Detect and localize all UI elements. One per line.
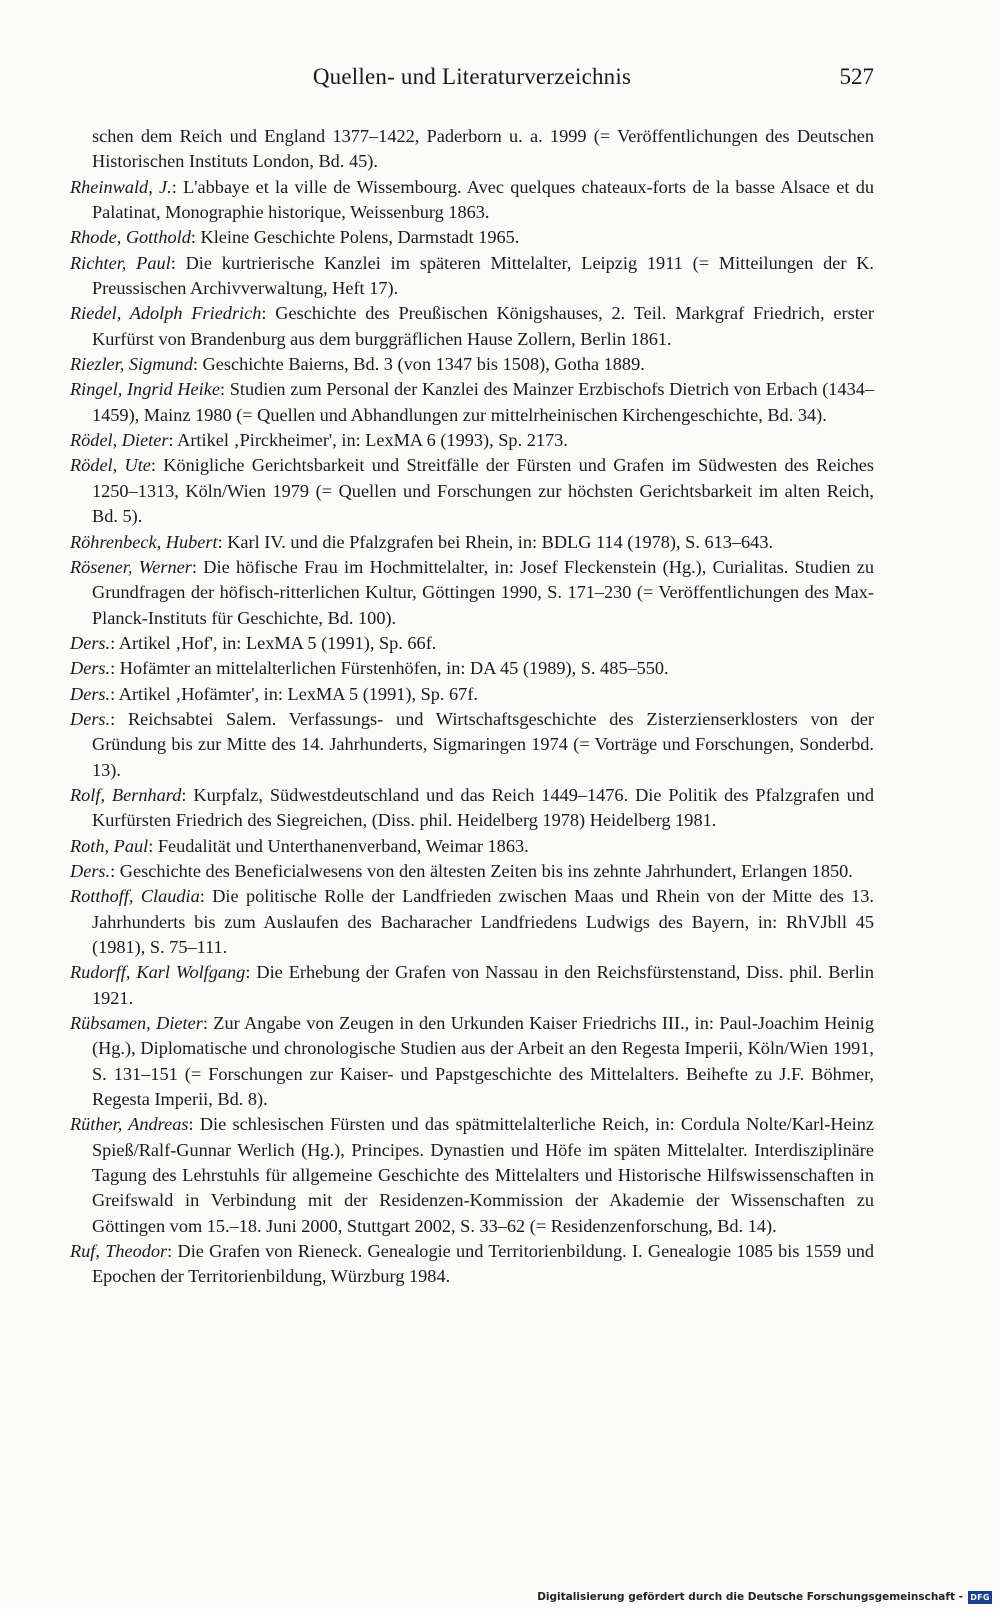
entry-author: Rödel, Dieter (70, 430, 169, 451)
entry-text: : Artikel ‚Pirckheimer', in: LexMA 6 (1993), Sp. 2173. (168, 430, 568, 451)
entry-author: Ders. (70, 683, 111, 704)
entry-author: Ders. (70, 632, 111, 653)
entry-text: : Die schlesischen Fürsten und das spätmittelalterliche Reich, in: Cordula Nolte/Karl-Heinz Spieß/Ralf-Gunnar Werlich (Hg.), Principes. Dynastien und Höfe im späten Mittelalter. Interdisziplinäre Tagung des Lehrstuhls für allgemeine Geschichte des Mittelalters und Historische Hilfswissenschaften in Greifswald in Verbindung mit der Residenzen-Kommission der Akademie der Wissenschaften zu Göttingen vom 15.–18. Juni 2000, Stuttgart 2002, S. 33–62 (= Residenzenforschung, Bd. 14). (92, 1114, 874, 1236)
entry-text: : Die Grafen von Rieneck. Genealogie und Territorienbildung. I. Genealogie 1085 bis 1559 und Epochen der Territorienbildung, Würzburg 1984. (92, 1241, 874, 1287)
entry-text: : Hofämter an mittelalterlichen Fürstenhöfen, in: DA 45 (1989), S. 485–550. (110, 658, 669, 679)
bibliography-entry (70, 225, 874, 250)
entry-text: : Geschichte Baierns, Bd. 3 (von 1347 bis 1508), Gotha 1889. (192, 354, 645, 375)
bibliography-entry (70, 555, 874, 631)
entry-author: Rolf, Bernhard (70, 784, 182, 805)
dfg-logo: DFG (968, 1591, 992, 1604)
entry-text: : Karl IV. und die Pfalzgrafen bei Rhein, in: BDLG 114 (1978), S. 613–643. (217, 531, 774, 552)
entry-author: Roth, Paul (70, 835, 149, 856)
entry-text: : Die politische Rolle der Landfrieden zwischen Maas und Rhein von der Mitte des 13. Jahrhunderts bis zum Auslaufen des Bacharacher Landfriedens Ludwigs des Bayern, in: RhVJbll 45 (1981), S. 75–111. (92, 886, 874, 957)
bibliography-entry (70, 682, 874, 707)
bibliography-entry (70, 530, 874, 555)
bibliography-entry (70, 656, 874, 681)
bibliography-entry (70, 707, 874, 783)
bibliography-entry (70, 834, 874, 859)
page-title: Quellen- und Literaturverzeichnis (312, 64, 632, 89)
bibliography-entry (70, 884, 874, 960)
entry-author: Rheinwald, J. (70, 176, 172, 197)
entry-author: Rübsamen, Dieter (70, 1013, 203, 1034)
entry-text: schen dem Reich und England 1377–1422, Paderborn u. a. 1999 (= Veröffentlichungen des Deutschen Historischen Instituts London, Bd. 45). (92, 126, 874, 172)
bibliography-entry (70, 301, 874, 352)
entry-author: Ders. (70, 658, 111, 679)
entry-text: : Feudalität und Unterthanenverband, Weimar 1863. (148, 835, 529, 856)
entry-author: Rudorff, Karl Wolfgang (70, 962, 246, 983)
entry-text: : Die Erhebung der Grafen von Nassau in den Reichsfürstenstand, Diss. phil. Berlin 1921. (92, 962, 874, 1008)
entry-text: : Kleine Geschichte Polens, Darmstadt 1965. (190, 227, 520, 248)
entry-author: Richter, Paul (70, 252, 171, 273)
entry-author: Rhode, Gotthold (70, 227, 191, 248)
funding-note: Digitalisierung gefördert durch die Deutsche Forschungsgemeinschaft - (537, 1591, 963, 1603)
entry-text: : Die höfische Frau im Hochmittelalter, in: Josef Fleckenstein (Hg.), Curialitas. Studien zu Grundfragen der höfisch-ritterlichen Kultur, Göttingen 1990, S. 171–230 (= Veröffentlichungen des Max-Planck-Instituts für Geschichte, Bd. 100). (92, 556, 875, 628)
entry-text: : Kurpfalz, Südwestdeutschland und das Reich 1449–1476. Die Politik des Pfalzgrafen und Kurfürsten Friedrich des Siegreichen, (Diss. phil. Heidelberg 1978) Heidelberg 1981. (92, 784, 875, 831)
bibliography-entry (70, 377, 874, 428)
entry-text: : Artikel ‚Hofämter', in: LexMA 5 (1991), Sp. 67f. (110, 683, 478, 704)
bibliography-entry (70, 352, 874, 377)
entry-text: : Studien zum Personal der Kanzlei des Mainzer Erzbischofs Dietrich von Erbach (1434–1459), Mainz 1980 (= Quellen und Abhandlungen zur mittelrheinischen Kirchengeschichte, Bd. 34). (92, 379, 874, 425)
entry-text: : Artikel ‚Hof', in: LexMA 5 (1991), Sp. 66f. (110, 632, 437, 653)
bibliography-list (70, 124, 874, 1290)
entry-author: Riedel, Adolph Friedrich (70, 303, 262, 324)
bibliography-entry (70, 251, 874, 302)
bibliography-entry (70, 859, 874, 884)
page-number: 527 (839, 64, 874, 89)
entry-author: Ders. (70, 708, 111, 729)
entry-author: Ruf, Theodor (70, 1241, 168, 1262)
running-header (70, 64, 874, 98)
bibliography-entry (70, 1112, 874, 1239)
entry-author: Röhrenbeck, Hubert (70, 531, 218, 552)
bibliography-entry (70, 124, 874, 175)
entry-author: Ringel, Ingrid Heike (70, 379, 220, 400)
entry-text: : L'abbaye et la ville de Wissembourg. Avec quelques chateaux-forts de la basse Alsace et du Palatinat, Monographie historique, Weissenburg 1863. (92, 176, 874, 223)
entry-text: : Geschichte des Preußischen Königshauses, 2. Teil. Markgraf Friedrich, erster Kurfürst von Brandenburg aus dem burggräflichen Hause Zollern, Berlin 1861. (92, 303, 875, 349)
bibliography-entry (70, 428, 874, 453)
entry-author: Riezler, Sigmund (70, 354, 193, 375)
bibliography-entry (70, 1011, 874, 1112)
bibliography-entry (70, 960, 874, 1011)
bibliography-entry (70, 631, 874, 656)
entry-author: Rödel, Ute (70, 455, 151, 476)
entry-text: : Reichsabtei Salem. Verfassungs- und Wirtschaftsgeschichte des Zisterzienserklosters von der Gründung bis zur Mitte des 14. Jahrhunderts, Sigmaringen 1974 (= Vorträge und Forschungen, Sonderbd. 13). (92, 708, 874, 780)
entry-author: Ders. (70, 860, 111, 881)
entry-text: : Königliche Gerichtsbarkeit und Streitfälle der Fürsten und Grafen im Südwesten des Reiches 1250–1313, Köln/Wien 1979 (= Quellen und Forschungen zur höchsten Gerichtsbarkeit im alten Reich, Bd. 5). (92, 455, 874, 527)
bibliography-entry (70, 783, 874, 834)
entry-text: : Die kurtrierische Kanzlei im späteren Mittelalter, Leipzig 1911 (= Mitteilungen der K. Preussischen Archivverwaltung, Heft 17). (92, 252, 875, 299)
entry-text: : Zur Angabe von Zeugen in den Urkunden Kaiser Friedrichs III., in: Paul-Joachim Heinig (Hg.), Diplomatische und chronologische Studien aus der Arbeit an den Regesta Imperii, Köln/Wien 1991, S. 131–151 (= Forschungen zur Kaiser- und Papstgeschichte des Mittelalters. Beihefte zu J.F. Böhmer, Regesta Imperii, Bd. 8). (92, 1013, 874, 1110)
bibliography-entry (70, 453, 874, 529)
entry-author: Rüther, Andreas (70, 1114, 189, 1135)
footer (537, 1588, 992, 1606)
entry-author: Rotthoff, Claudia (70, 886, 200, 907)
bibliography-entry (70, 175, 874, 226)
entry-text: : Geschichte des Beneficialwesens von den ältesten Zeiten bis ins zehnte Jahrhundert, Erlangen 1850. (110, 860, 853, 881)
entry-author: Rösener, Werner (70, 556, 192, 577)
bibliography-entry (70, 1239, 874, 1290)
